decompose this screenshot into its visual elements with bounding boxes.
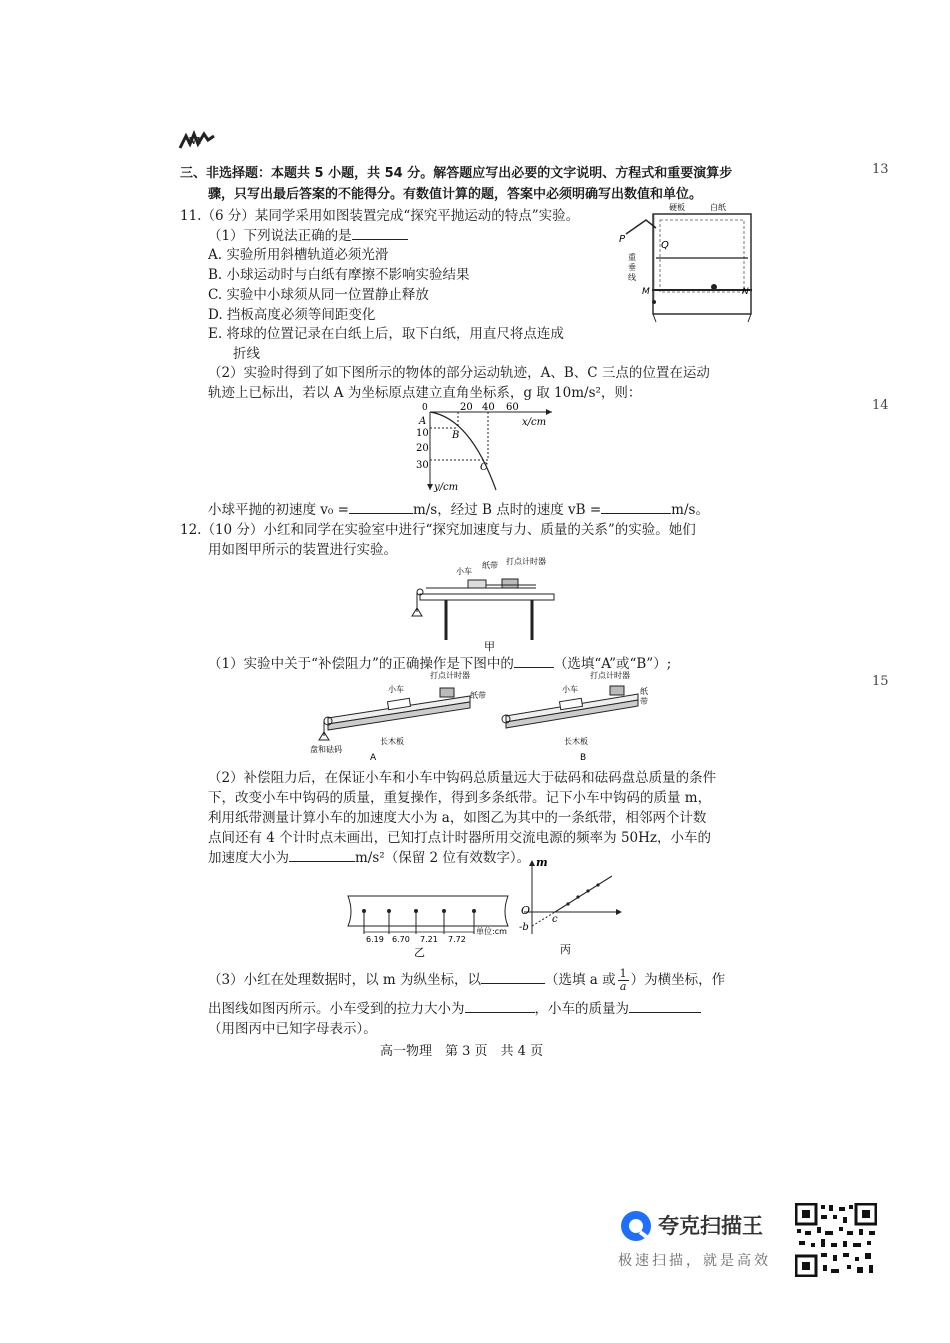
q12-force-blank[interactable] bbox=[465, 1000, 535, 1013]
q12-part3-line2 bbox=[208, 997, 701, 1017]
apparatus-paper-label: 白纸 bbox=[710, 203, 726, 212]
apparatus-q-label: Q bbox=[661, 240, 669, 251]
q12-part2-acc-text: 加速度大小为 bbox=[208, 850, 289, 866]
q12-axis-choice-blank[interactable] bbox=[481, 971, 545, 984]
q11-vb-blank[interactable] bbox=[601, 501, 671, 514]
q12-header-line2: 用如图甲所示的装置进行实验。 bbox=[208, 542, 397, 558]
q12-part3-line3: （用图丙中已知字母表示）。 bbox=[208, 1021, 377, 1037]
q11-option-e: E. 将球的位置记录在白纸上后，取下白纸，用直尺将点连成 bbox=[208, 326, 564, 342]
q11-answer-unit: m/s。 bbox=[671, 502, 709, 518]
q12-part1-text: （1）实验中关于“补偿阻力”的正确操作是下图中的 bbox=[208, 656, 514, 672]
q12-fraction bbox=[618, 968, 629, 993]
yi-segment-3: 7.21 bbox=[420, 935, 438, 944]
apparatus-p-label: P bbox=[619, 234, 626, 245]
q12-figure-yi bbox=[340, 890, 520, 964]
publisher-logo bbox=[178, 130, 218, 156]
q11-apparatus-figure bbox=[616, 200, 756, 329]
q11-option-e-cont: 折线 bbox=[233, 346, 260, 362]
yi-segment-2: 6.70 bbox=[392, 935, 410, 944]
q11-option-d: D. 挡板高度必须等间距变化 bbox=[208, 307, 376, 323]
a-caption: A bbox=[370, 753, 377, 763]
b-tape-label-2: 带 bbox=[640, 697, 648, 706]
apparatus-board-label: 硬板 bbox=[669, 203, 685, 212]
q12-part3-line1 bbox=[208, 968, 725, 993]
page-footer: 高一物理 第 3 页 共 4 页 bbox=[380, 1044, 544, 1059]
q11-header: 11.（6 分）某同学采用如图装置完成“探究平抛运动的特点”实验。 bbox=[180, 208, 580, 224]
yi-unit-label: 单位:cm bbox=[476, 927, 507, 936]
watermark-title: 夸克扫描王 bbox=[658, 1214, 763, 1238]
q12-part3-pre: （3）小红在处理数据时，以 m 为纵坐标，以 bbox=[208, 972, 481, 988]
q12-part2-line1: （2）补偿阻力后，在保证小车和小车中钩码总质量远大于砝码和砝码盘总质量的条件 bbox=[208, 770, 717, 786]
graph-y-axis-label: y/cm bbox=[434, 482, 459, 493]
q12-part2-line2: 下，改变小车中钩码的质量，重复操作，得到多条纸带。记下小车中钩码的质量 m， bbox=[208, 790, 712, 806]
q11-part1-blank[interactable] bbox=[352, 227, 408, 240]
apparatus-plumb-label-2: 垂 bbox=[628, 263, 636, 272]
graph-point-b: B bbox=[452, 430, 460, 441]
fraction-numerator: 1 bbox=[619, 967, 627, 980]
q11-part2-line1: （2）实验时得到了如下图所示的物体的部分运动轨迹，A、B、C 三点的位置在运动 bbox=[208, 365, 710, 381]
margin-number-15: 15 bbox=[872, 674, 889, 689]
scanner-watermark bbox=[618, 1206, 790, 1276]
q12-figure-jia bbox=[406, 552, 566, 656]
watermark-subtitle: 极速扫描，就是高效 bbox=[618, 1253, 771, 1269]
apparatus-n-label: N bbox=[742, 287, 749, 297]
q11-option-c: C. 实验中小球须从同一位置静止释放 bbox=[208, 287, 429, 303]
a-board-label: 长木板 bbox=[380, 737, 404, 746]
q11-answer-v0-text: 小球平抛的初速度 v₀ = bbox=[208, 502, 349, 518]
graph-x-tick-20: 20 bbox=[460, 402, 473, 413]
yi-caption: 乙 bbox=[414, 946, 425, 959]
q12-acceleration-blank[interactable] bbox=[289, 849, 355, 862]
graph-origin-label: 0 bbox=[422, 403, 428, 413]
q12-part2-line4: 点间还有 4 个计时点未画出，已知打点计时器所用交流电源的频率为 50Hz，小车的 bbox=[208, 830, 712, 846]
b-cart-label: 小车 bbox=[562, 685, 578, 694]
b-tape-label-1: 纸 bbox=[640, 687, 648, 696]
scanner-logo-icon bbox=[618, 1208, 654, 1244]
bing-intercept-label: -b bbox=[519, 922, 529, 933]
graph-point-a: A bbox=[419, 416, 427, 427]
a-weights-label: 盘和砝码 bbox=[310, 745, 342, 754]
margin-number-13: 13 bbox=[872, 162, 889, 177]
b-board-label: 长木板 bbox=[564, 737, 588, 746]
q12-figure-ab bbox=[310, 668, 670, 772]
b-timer-label: 打点计时器 bbox=[590, 671, 630, 680]
a-timer-label: 打点计时器 bbox=[430, 671, 470, 680]
q11-option-b: B. 小球运动时与白纸有摩擦不影响实验结果 bbox=[208, 267, 470, 283]
margin-number-14: 14 bbox=[872, 398, 889, 413]
q12-mass-blank[interactable] bbox=[629, 1000, 701, 1013]
apparatus-plumb-label-3: 线 bbox=[628, 273, 636, 282]
q11-part2-line2: 轨迹上已标出，若以 A 为坐标原点建立直角坐标系，g 取 10m/s²，则： bbox=[208, 385, 642, 401]
q11-answer-line bbox=[208, 498, 709, 518]
q11-answer-vb-text: m/s，经过 B 点时的速度 vB = bbox=[412, 502, 602, 518]
q11-option-a: A. 实验所用斜槽轨道必须光滑 bbox=[208, 247, 389, 263]
q11-trajectory-graph bbox=[400, 398, 560, 498]
q12-part3-line2-pre: 出图线如图丙所示。小车受到的拉力大小为 bbox=[208, 1001, 465, 1017]
a-cart-label: 小车 bbox=[388, 685, 404, 694]
graph-x-tick-40: 40 bbox=[482, 402, 495, 413]
graph-x-axis-label: x/cm bbox=[522, 417, 547, 428]
graph-point-c: C bbox=[480, 462, 488, 473]
logo-text: NY bbox=[188, 137, 203, 147]
bing-caption: 丙 bbox=[560, 943, 571, 956]
q12-part2-line3: 利用纸带测量计算小车的加速度大小为 a，如图乙为其中的一条纸带，相邻两个计数 bbox=[208, 810, 707, 826]
q12-part2-line5 bbox=[208, 846, 530, 866]
fraction-denominator: a bbox=[619, 980, 627, 993]
q12-part3-post: ）为横坐标，作 bbox=[630, 972, 726, 988]
apparatus-m-label: M bbox=[642, 287, 650, 297]
qr-code[interactable] bbox=[795, 1203, 877, 1277]
bing-y-axis-label: m bbox=[536, 856, 548, 869]
graph-y-tick-30: 30 bbox=[416, 460, 429, 471]
b-caption: B bbox=[580, 753, 587, 763]
graph-y-tick-10: 10 bbox=[416, 428, 429, 439]
section-header-line2: 骤，只写出最后答案的不能得分。有数值计算的题，答案中必须明确写出数值和单位。 bbox=[208, 187, 703, 202]
q12-part3-line2-mid: ，小车的质量为 bbox=[534, 1001, 629, 1017]
q12-part1-post: （选填“A”或“B”）; bbox=[553, 656, 672, 672]
jia-cart-label: 小车 bbox=[456, 567, 472, 576]
section-header-line1: 三、非选择题：本题共 5 小题，共 54 分。解答题应写出必要的文字说明、方程式和重要演算步 bbox=[180, 166, 733, 181]
q12-figure-bing bbox=[510, 856, 630, 964]
yi-segment-4: 7.72 bbox=[448, 935, 466, 944]
bing-c-label: c bbox=[552, 914, 558, 925]
q12-header-line1: 12.（10 分）小红和同学在实验室中进行“探究加速度与力、质量的关系”的实验。她们 bbox=[180, 522, 696, 538]
a-tape-label: 纸带 bbox=[470, 691, 486, 700]
jia-tape-label: 纸带 bbox=[482, 561, 498, 570]
q12-part1-blank[interactable] bbox=[514, 655, 554, 668]
bing-origin-label: O bbox=[521, 904, 531, 917]
yi-segment-1: 6.19 bbox=[366, 935, 384, 944]
q12-part2-acc-unit: m/s²（保留 2 位有效数字）。 bbox=[355, 850, 531, 866]
apparatus-plumb-label-1: 重 bbox=[628, 253, 636, 262]
graph-y-tick-20: 20 bbox=[416, 443, 429, 454]
q11-v0-blank[interactable] bbox=[349, 501, 413, 514]
jia-caption: 甲 bbox=[484, 640, 495, 652]
jia-timer-label: 打点计时器 bbox=[506, 557, 546, 566]
q12-part3-mid: （选填 a 或 bbox=[544, 972, 616, 988]
graph-x-tick-60: 60 bbox=[506, 402, 519, 413]
q11-part1 bbox=[208, 224, 408, 244]
q11-part1-text: （1）下列说法正确的是 bbox=[208, 228, 352, 244]
